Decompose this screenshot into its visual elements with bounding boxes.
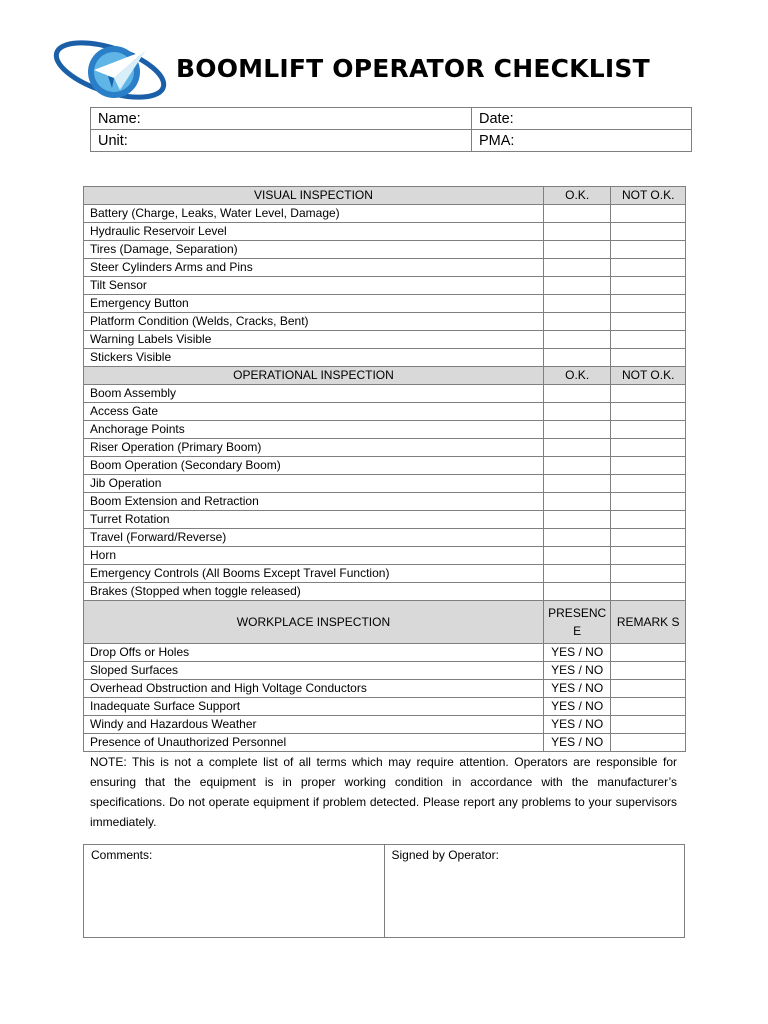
not-ok-checkbox-cell[interactable] — [611, 241, 686, 259]
ok-checkbox-cell[interactable] — [543, 547, 610, 565]
date-field[interactable]: Date: — [472, 108, 692, 130]
workplace-header-row — [84, 601, 686, 644]
visual-item-label: Tires (Damage, Separation) — [84, 241, 544, 259]
not-ok-checkbox-cell[interactable] — [611, 583, 686, 601]
ok-checkbox-cell[interactable] — [543, 259, 610, 277]
ok-checkbox-cell[interactable] — [543, 295, 610, 313]
presence-cell[interactable]: YES / NO — [543, 644, 610, 662]
not-ok-checkbox-cell[interactable] — [611, 313, 686, 331]
operational-item-label: Horn — [84, 547, 544, 565]
table-row — [84, 644, 686, 662]
workplace-item-label: Inadequate Surface Support — [84, 698, 544, 716]
table-row — [84, 403, 686, 421]
ok-checkbox-cell[interactable] — [543, 457, 610, 475]
not-ok-checkbox-cell[interactable] — [611, 421, 686, 439]
table-row — [84, 511, 686, 529]
operational-item-label: Turret Rotation — [84, 511, 544, 529]
presence-column-header: PRESENC E — [543, 601, 610, 644]
operational-item-label: Boom Assembly — [84, 385, 544, 403]
table-row — [84, 662, 686, 680]
table-row — [84, 565, 686, 583]
table-row — [84, 277, 686, 295]
remarks-cell[interactable] — [611, 716, 686, 734]
ok-checkbox-cell[interactable] — [543, 529, 610, 547]
table-row — [84, 421, 686, 439]
ok-checkbox-cell[interactable] — [543, 565, 610, 583]
remarks-cell[interactable] — [611, 644, 686, 662]
table-row — [84, 583, 686, 601]
table-row — [84, 680, 686, 698]
unit-field[interactable]: Unit: — [91, 130, 472, 152]
operational-item-label: Travel (Forward/Reverse) — [84, 529, 544, 547]
ok-column-header: O.K. — [543, 367, 610, 385]
operational-item-label: Riser Operation (Primary Boom) — [84, 439, 544, 457]
not-ok-checkbox-cell[interactable] — [611, 475, 686, 493]
presence-cell[interactable]: YES / NO — [543, 680, 610, 698]
not-ok-checkbox-cell[interactable] — [611, 439, 686, 457]
remarks-cell[interactable] — [611, 662, 686, 680]
inspection-checklist-table — [83, 186, 686, 752]
table-row — [84, 331, 686, 349]
pma-field[interactable]: PMA: — [472, 130, 692, 152]
table-row — [84, 698, 686, 716]
presence-cell[interactable]: YES / NO — [543, 662, 610, 680]
operator-info-table — [90, 107, 692, 152]
ok-checkbox-cell[interactable] — [543, 511, 610, 529]
table-row — [84, 716, 686, 734]
workplace-item-label: Sloped Surfaces — [84, 662, 544, 680]
ok-checkbox-cell[interactable] — [543, 223, 610, 241]
not-ok-checkbox-cell[interactable] — [611, 259, 686, 277]
operator-signature-field[interactable]: Signed by Operator: — [384, 845, 685, 938]
not-ok-checkbox-cell[interactable] — [611, 223, 686, 241]
presence-cell[interactable]: YES / NO — [543, 716, 610, 734]
table-row — [84, 205, 686, 223]
remarks-column-header: REMARK S — [611, 601, 686, 644]
workplace-item-label: Presence of Unauthorized Personnel — [84, 734, 544, 752]
operational-heading: OPERATIONAL INSPECTION — [84, 367, 544, 385]
not-ok-checkbox-cell[interactable] — [611, 493, 686, 511]
ok-checkbox-cell[interactable] — [543, 583, 610, 601]
company-logo — [50, 32, 174, 108]
not-ok-column-header: NOT O.K. — [611, 367, 686, 385]
visual-item-label: Stickers Visible — [84, 349, 544, 367]
visual-heading: VISUAL INSPECTION — [84, 187, 544, 205]
table-row — [84, 547, 686, 565]
table-row — [84, 259, 686, 277]
safety-note: NOTE: This is not a complete list of all terms which may require attention. Operators are responsible for ensuring that the equipment is in proper working condition in accordance with the manufacturer’s specifications. Do not operate equipment if problem detected. Please report any problems to your supervisors immediately. — [90, 755, 677, 829]
not-ok-checkbox-cell[interactable] — [611, 349, 686, 367]
ok-checkbox-cell[interactable] — [543, 475, 610, 493]
not-ok-checkbox-cell[interactable] — [611, 385, 686, 403]
table-row — [84, 734, 686, 752]
remarks-cell[interactable] — [611, 698, 686, 716]
ok-checkbox-cell[interactable] — [543, 421, 610, 439]
ok-checkbox-cell[interactable] — [543, 439, 610, 457]
not-ok-checkbox-cell[interactable] — [611, 277, 686, 295]
visual-item-label: Platform Condition (Welds, Cracks, Bent) — [84, 313, 544, 331]
table-row — [84, 349, 686, 367]
operational-header-row — [84, 367, 686, 385]
ok-checkbox-cell[interactable] — [543, 241, 610, 259]
presence-cell[interactable]: YES / NO — [543, 734, 610, 752]
table-row — [84, 313, 686, 331]
workplace-item-label: Windy and Hazardous Weather — [84, 716, 544, 734]
not-ok-checkbox-cell[interactable] — [611, 403, 686, 421]
operational-item-label: Anchorage Points — [84, 421, 544, 439]
table-row — [84, 439, 686, 457]
table-row — [84, 493, 686, 511]
operational-item-label: Brakes (Stopped when toggle released) — [84, 583, 544, 601]
visual-item-label: Tilt Sensor — [84, 277, 544, 295]
visual-item-label: Hydraulic Reservoir Level — [84, 223, 544, 241]
not-ok-checkbox-cell[interactable] — [611, 457, 686, 475]
ok-checkbox-cell[interactable] — [543, 493, 610, 511]
remarks-cell[interactable] — [611, 680, 686, 698]
operational-item-label: Emergency Controls (All Booms Except Travel Function) — [84, 565, 544, 583]
not-ok-checkbox-cell[interactable] — [611, 331, 686, 349]
ok-checkbox-cell[interactable] — [543, 313, 610, 331]
ok-checkbox-cell[interactable] — [543, 277, 610, 295]
not-ok-checkbox-cell[interactable] — [611, 511, 686, 529]
visual-header-row — [84, 187, 686, 205]
presence-cell[interactable]: YES / NO — [543, 698, 610, 716]
ok-checkbox-cell[interactable] — [543, 385, 610, 403]
remarks-cell[interactable] — [611, 734, 686, 752]
ok-checkbox-cell[interactable] — [543, 403, 610, 421]
not-ok-checkbox-cell[interactable] — [611, 205, 686, 223]
ok-column-header: O.K. — [543, 187, 610, 205]
not-ok-checkbox-cell[interactable] — [611, 547, 686, 565]
ok-checkbox-cell[interactable] — [543, 331, 610, 349]
table-row — [84, 241, 686, 259]
visual-item-label: Emergency Button — [84, 295, 544, 313]
table-row — [84, 295, 686, 313]
table-row — [84, 475, 686, 493]
not-ok-checkbox-cell[interactable] — [611, 529, 686, 547]
table-row — [84, 385, 686, 403]
table-row — [84, 529, 686, 547]
operational-item-label: Boom Operation (Secondary Boom) — [84, 457, 544, 475]
workplace-item-label: Drop Offs or Holes — [84, 644, 544, 662]
not-ok-checkbox-cell[interactable] — [611, 295, 686, 313]
visual-item-label: Steer Cylinders Arms and Pins — [84, 259, 544, 277]
visual-item-label: Battery (Charge, Leaks, Water Level, Damage) — [84, 205, 544, 223]
comments-field[interactable]: Comments: — [84, 845, 385, 938]
page-title: BOOMLIFT OPERATOR CHECKLIST — [176, 54, 650, 83]
visual-item-label: Warning Labels Visible — [84, 331, 544, 349]
signature-table — [83, 844, 685, 938]
operational-item-label: Boom Extension and Retraction — [84, 493, 544, 511]
operational-item-label: Jib Operation — [84, 475, 544, 493]
table-row — [84, 457, 686, 475]
ok-checkbox-cell[interactable] — [543, 205, 610, 223]
ok-checkbox-cell[interactable] — [543, 349, 610, 367]
operational-item-label: Access Gate — [84, 403, 544, 421]
workplace-item-label: Overhead Obstruction and High Voltage Conductors — [84, 680, 544, 698]
not-ok-column-header: NOT O.K. — [611, 187, 686, 205]
table-row — [84, 223, 686, 241]
workplace-heading: WORKPLACE INSPECTION — [84, 601, 544, 644]
not-ok-checkbox-cell[interactable] — [611, 565, 686, 583]
name-field[interactable]: Name: — [91, 108, 472, 130]
